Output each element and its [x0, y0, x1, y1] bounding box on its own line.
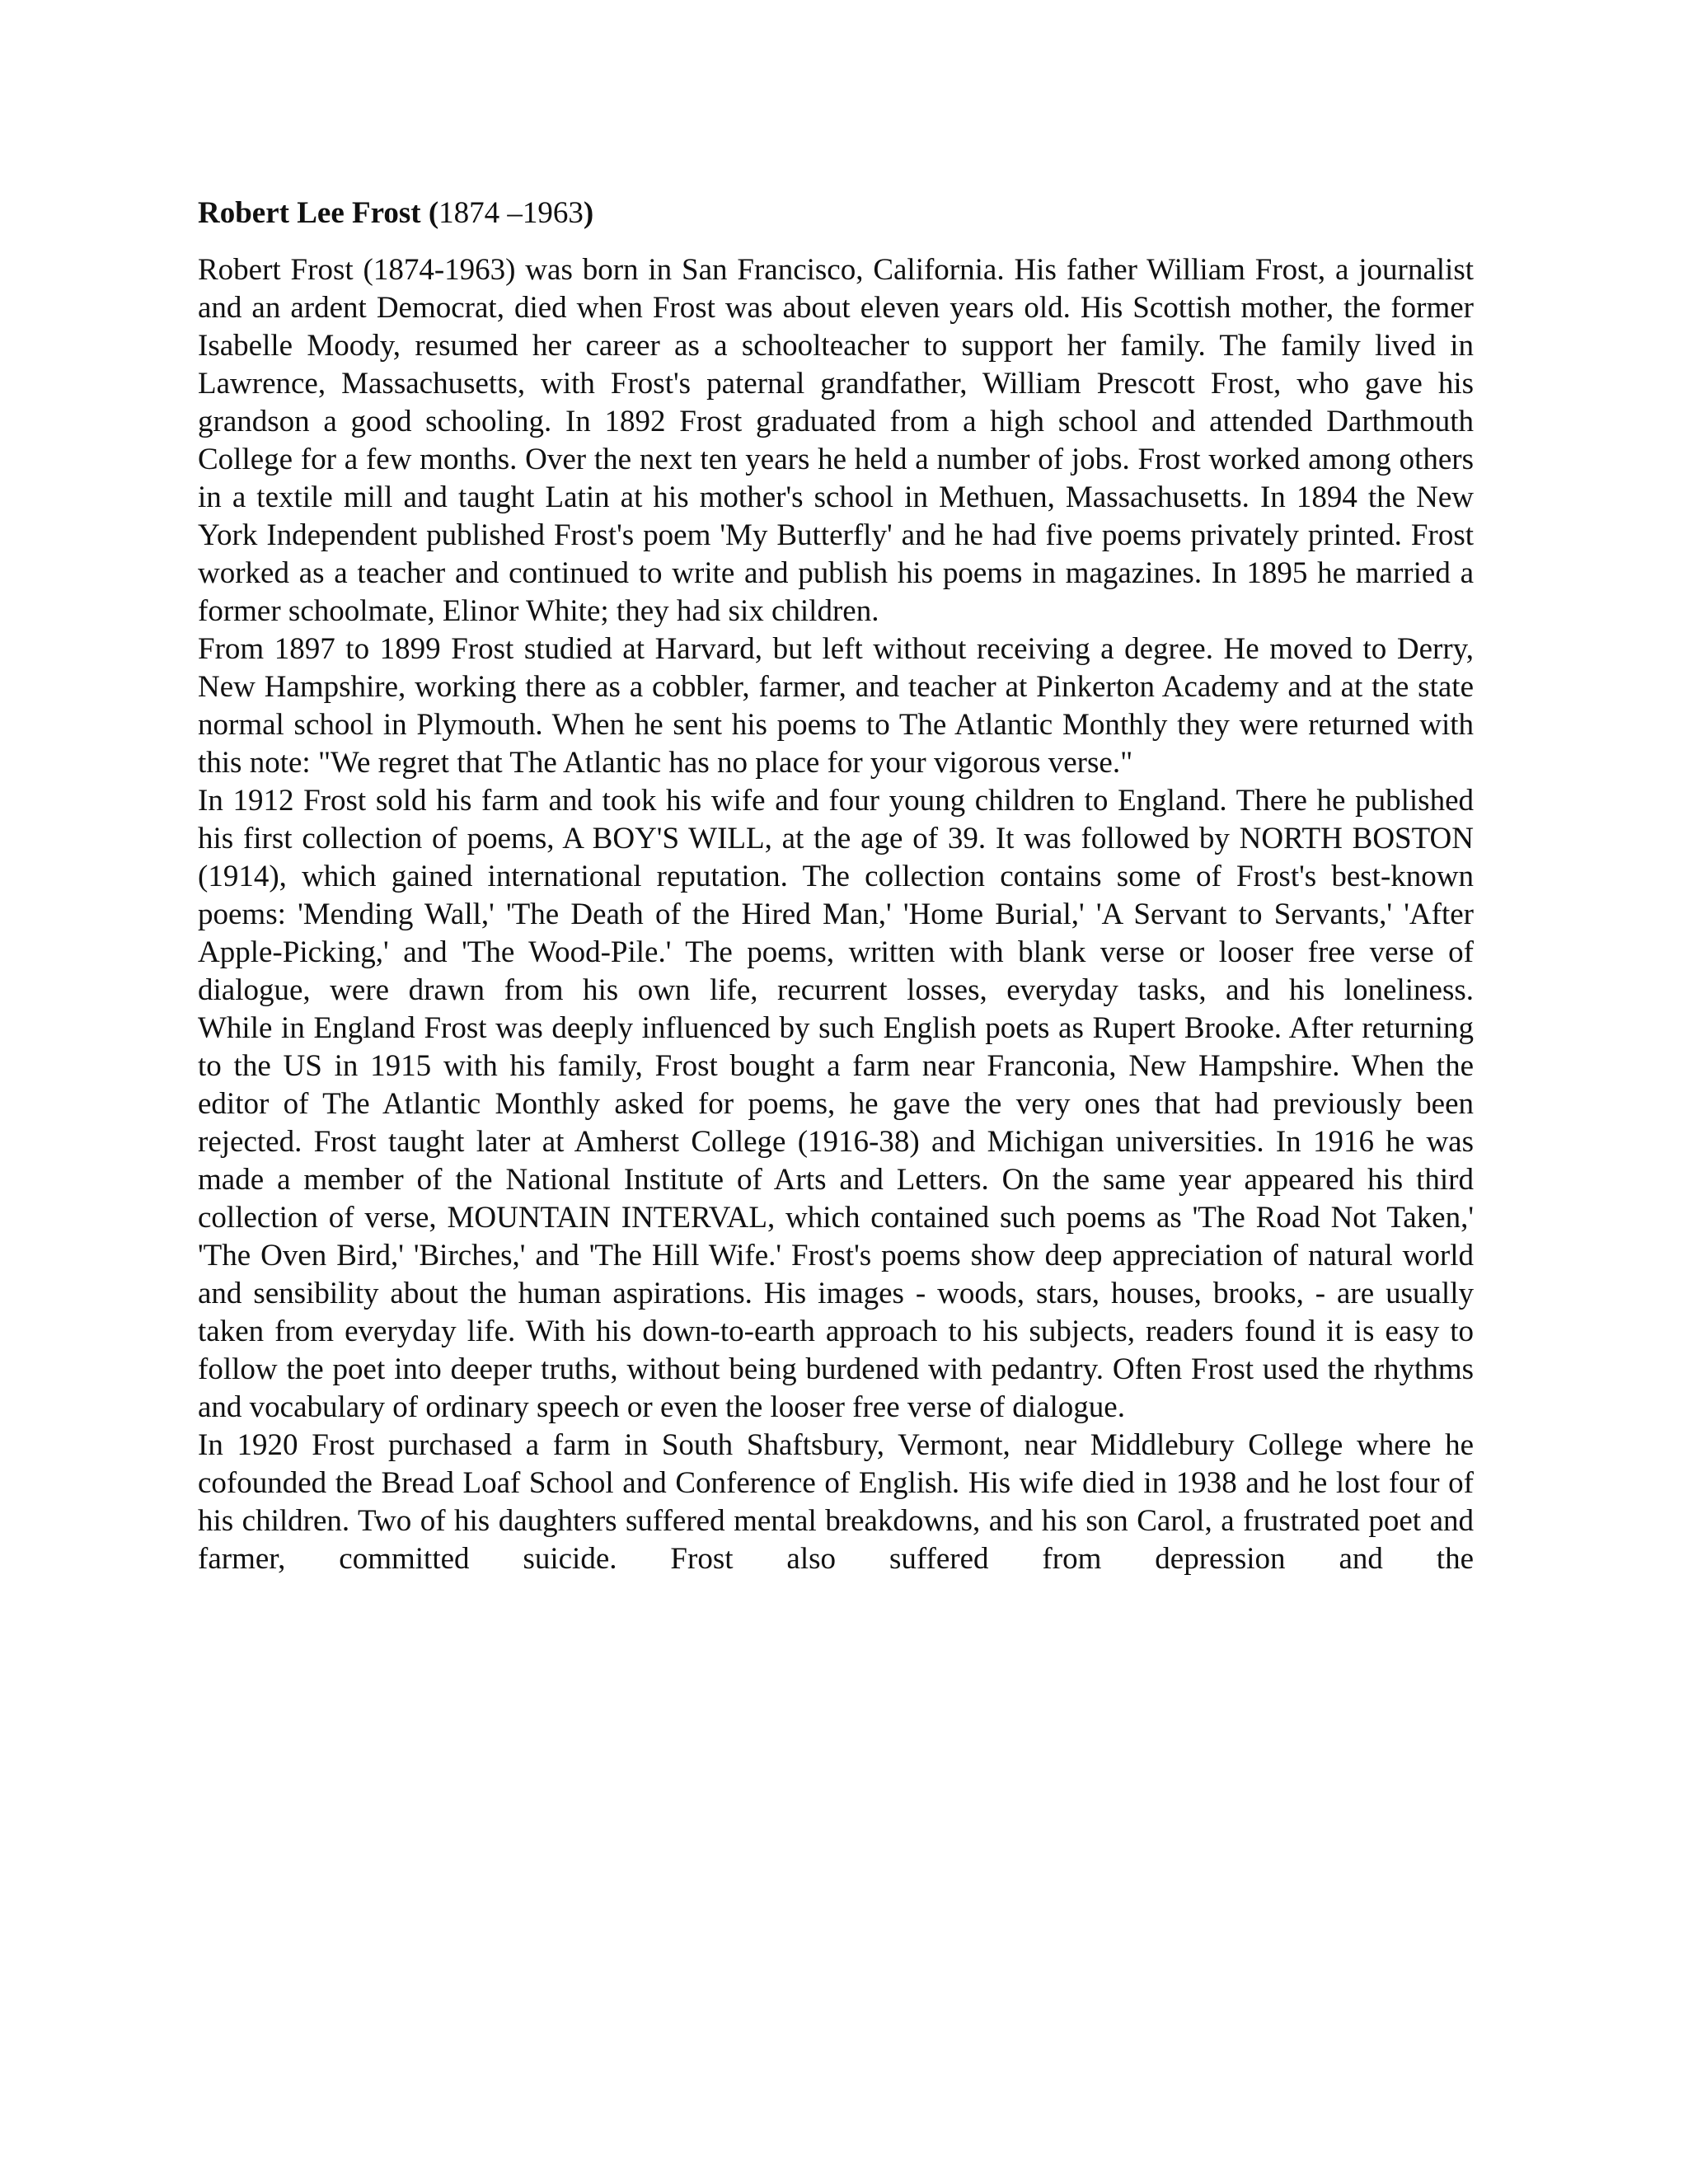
- title-close-paren: ): [583, 196, 594, 230]
- title-name: Robert Lee Frost: [198, 196, 421, 230]
- paragraph-vermont-years: In 1920 Frost purchased a farm in South Shaftsbury, Vermont, near Middlebury College where he cofounded the Bread Loaf School and Conference of English. His wife died in 1938 and he lost four of his children. Two of his daughters suffered mental breakdowns, and his son Carol, a frustrated poet and farmer, committed suicide. Frost also suffered from depression and the: [198, 1428, 1474, 1576]
- paragraph-harvard-years: From 1897 to 1899 Frost studied at Harvard, but left without receiving a degree. He moved to Derry, New Hampshire, working there as a cobbler, farmer, and teacher at Pinkerton Academy and at the state normal school in Plymouth. When he sent his poems to The Atlantic Monthly they were returned with this note: "We regret that The Atlantic has no place for your vigorous verse.": [198, 632, 1474, 780]
- title-open-paren: (: [428, 196, 439, 230]
- paragraph-return-to-us: While in England Frost was deeply influenced by such English poets as Rupert Brooke. After returning to the US in 1915 with his family, Frost bought a farm near Franconia, New Hampshire. When the editor of The Atlantic Monthly asked for poems, he gave the very ones that had previously been rejected. Frost taught later at Amherst College (1916-38) and Michigan universities. In 1916 he was made a member of the National Institute of Arts and Letters. On the same year appeared his third collection of verse, MOUNTAIN INTERVAL, which contained such poems as 'The Road Not Taken,' 'The Oven Bird,' 'Birches,' and 'The Hill Wife.' Frost's poems show deep appreciation of natural world and sensibility about the human aspirations. His images - woods, stars, houses, brooks, - are usually taken from everyday life. With his down-to-earth approach to his subjects, readers found it is easy to follow the poet into deeper truths, without being burdened with pedantry. Often Frost used the rhythms and vocabulary of ordinary speech or even the looser free verse of dialogue.: [198, 1011, 1474, 1424]
- document-page: [198, 194, 1474, 1578]
- title-dates: 1874 –1963: [438, 196, 584, 230]
- document-title: [198, 194, 1474, 232]
- paragraph-early-life: Robert Frost (1874-1963) was born in San Francisco, California. His father William Frost, a journalist and an ardent Democrat, died when Frost was about eleven years old. His Scottish mother, the former Isabelle Moody, resumed her career as a schoolteacher to support her family. The family lived in Lawrence, Massachusetts, with Frost's paternal grandfather, William Prescott Frost, who gave his grandson a good schooling. In 1892 Frost graduated from a high school and attended Darthmouth College for a few months. Over the next ten years he held a number of jobs. Frost worked among others in a textile mill and taught Latin at his mother's school in Methuen, Massachusetts. In 1894 the New York Independent published Frost's poem 'My Butterfly' and he had five poems privately printed. Frost worked as a teacher and continued to write and publish his poems in magazines. In 1895 he married a former schoolmate, Elinor White; they had six children.: [198, 253, 1474, 628]
- paragraph-england-years: In 1912 Frost sold his farm and took his wife and four young children to England. There he published his first collection of poems, A BOY'S WILL, at the age of 39. It was followed by NORTH BOSTON (1914), which gained international reputation. The collection contains some of Frost's best-known poems: 'Mending Wall,' 'The Death of the Hired Man,' 'Home Burial,' 'A Servant to Servants,' 'After Apple-Picking,' and 'The Wood-Pile.' The poems, written with blank verse or looser free verse of dialogue, were drawn from his own life, recurrent losses, everyday tasks, and his loneliness.: [198, 784, 1474, 1007]
